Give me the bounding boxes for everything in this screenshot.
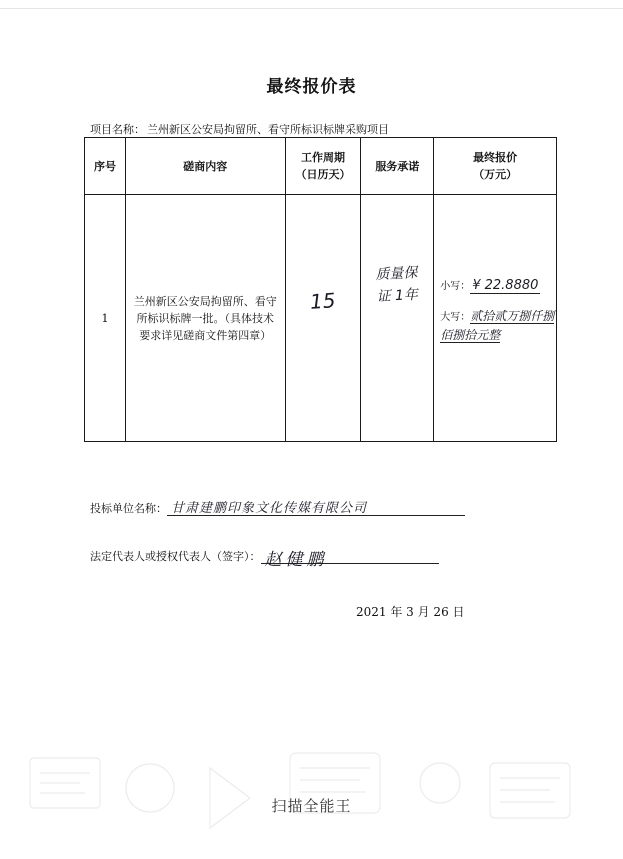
service-handwriting (375, 262, 419, 308)
price-small-label: 小写： (440, 281, 471, 292)
document-date: 2021 年 3 月 26 日 (356, 605, 465, 619)
representative-signature: 赵健鹏 (264, 550, 328, 570)
price-big-label: 大写： (440, 312, 471, 323)
header-period-line2: （日历天） (295, 168, 351, 181)
project-name: 兰州新区公安局拘留所、看守所标识标牌采购项目 (147, 123, 389, 136)
quote-table (84, 137, 557, 442)
project-label: 项目名称： (90, 123, 145, 136)
price-small-value: ¥ 22.8880 (472, 278, 539, 293)
price-big-line (440, 307, 558, 345)
cell-content: 兰州新区公安局拘留所、看守所标识标牌一批。（具体技术要求详见磋商文件第四章） (125, 195, 285, 442)
header-price-line1: 最终报价 (473, 151, 518, 164)
scan-edge-line (0, 8, 623, 9)
period-handwriting: 15 (309, 288, 337, 314)
header-period-line1: 工作周期 (300, 151, 345, 164)
representative-field (261, 545, 439, 570)
cell-seq: 1 (85, 195, 126, 442)
header-content: 磋商内容 (125, 138, 285, 195)
document-title: 最终报价表 (266, 77, 357, 97)
header-service: 服务承诺 (361, 138, 434, 195)
bidder-unit-label: 投标单位名称： (90, 502, 167, 515)
header-price (434, 138, 557, 195)
price-big-value: 贰拾贰万捌仟捌佰捌拾元整 (440, 309, 555, 342)
project-line (90, 121, 389, 137)
header-seq: 序号 (85, 138, 126, 195)
watermark-text: 扫描全能王 (271, 797, 352, 815)
service-line1: 质量保 (375, 264, 419, 284)
cell-period (285, 195, 361, 442)
bidder-unit-handwriting: 甘肃建鹏印象文化传媒有限公司 (171, 501, 368, 516)
representative-row (90, 545, 439, 570)
bidder-unit-field (167, 497, 465, 516)
cell-service (361, 195, 434, 442)
price-small-line (440, 277, 540, 293)
representative-label: 法定代表人或授权代表人（签字）： (90, 550, 261, 563)
table-header-row (85, 138, 557, 195)
service-line2: 证 1年 (376, 286, 419, 306)
header-period (285, 138, 361, 195)
header-price-line2: （万元） (473, 168, 518, 181)
table-row (85, 195, 557, 442)
bidder-unit-row (90, 497, 465, 516)
cell-price (434, 195, 557, 442)
